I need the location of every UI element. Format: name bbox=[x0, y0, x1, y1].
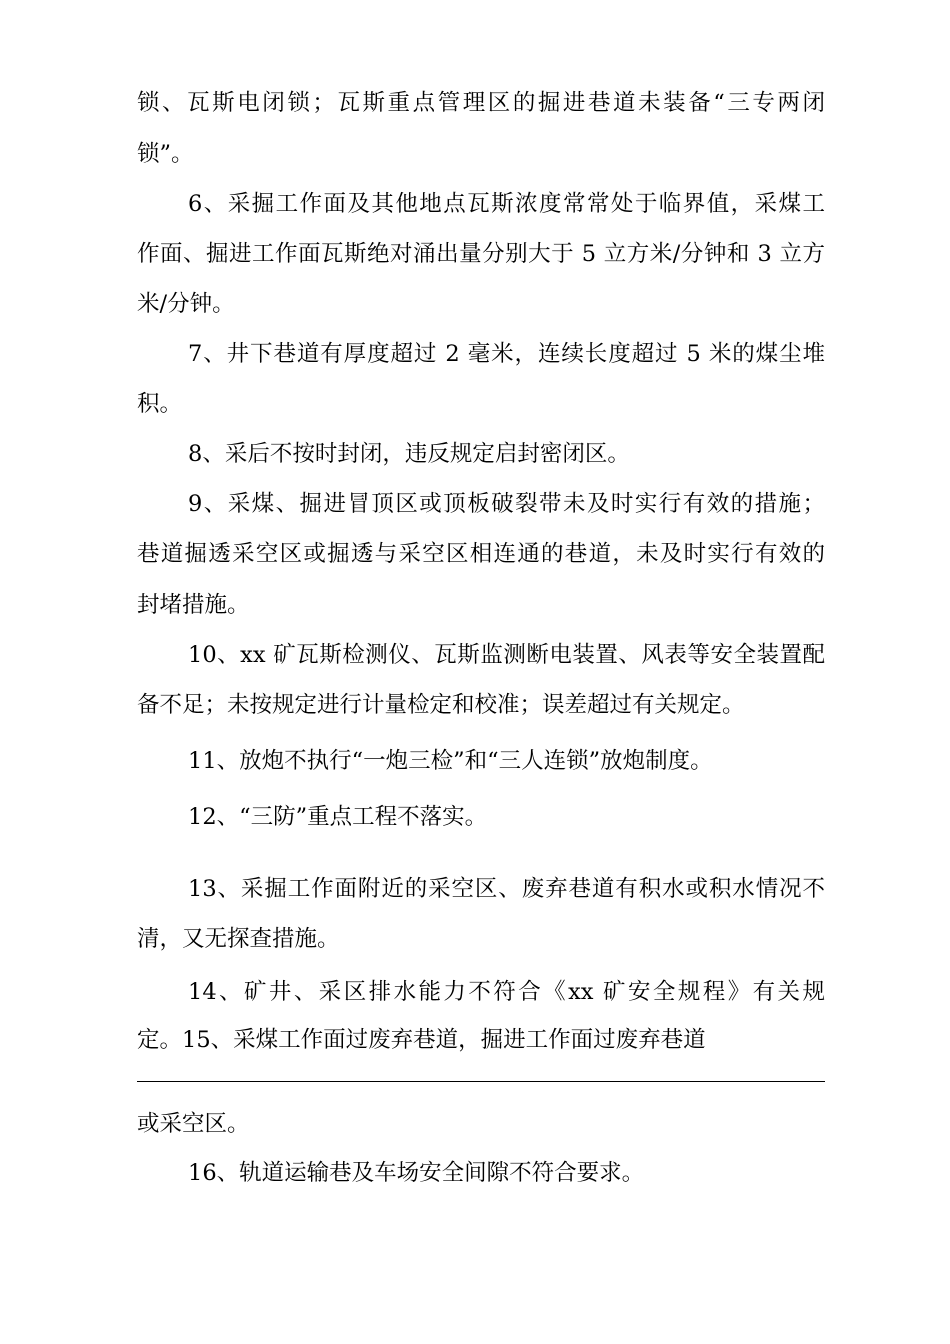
text-line: 积。 bbox=[137, 391, 183, 417]
text-line: 封堵措施。 bbox=[137, 592, 250, 618]
text-line: 10、xx 矿瓦斯检测仪、瓦斯监测断电装置、风表等安全装置配 bbox=[188, 642, 825, 668]
text-line: 7、井下巷道有厚度超过 2 毫米，连续长度超过 5 米的煤尘堆 bbox=[188, 341, 825, 367]
text-line: 巷道掘透采空区或掘透与采空区相连通的巷道，未及时实行有效的 bbox=[137, 541, 825, 567]
text-line: 13、采掘工作面附近的采空区、废弃巷道有积水或积水情况不 bbox=[188, 876, 825, 902]
text-line: 9、采煤、掘进冒顶区或顶板破裂带未及时实行有效的措施； bbox=[188, 491, 825, 517]
text-line: 清，又无探查措施。 bbox=[137, 926, 340, 952]
text-line: 16、轨道运输巷及车场安全间隙不符合要求。 bbox=[188, 1160, 645, 1186]
text-line: 米/分钟。 bbox=[137, 291, 235, 317]
horizontal-rule bbox=[137, 1081, 825, 1082]
text-line: 作面、掘进工作面瓦斯绝对涌出量分别大于 5 立方米/分钟和 3 立方 bbox=[137, 241, 825, 267]
text-line: 备不足；未按规定进行计量检定和校准；误差超过有关规定。 bbox=[137, 692, 745, 718]
text-line: 12、“三防”重点工程不落实。 bbox=[188, 804, 488, 830]
text-line: 11、放炮不执行“一炮三检”和“三人连锁”放炮制度。 bbox=[188, 748, 713, 774]
text-line: 8、采后不按时封闭，违反规定启封密闭区。 bbox=[188, 441, 630, 467]
text-line: 或采空区。 bbox=[137, 1111, 250, 1137]
text-line: 锁、瓦斯电闭锁；瓦斯重点管理区的掘进巷道未装备“三专两闭 bbox=[137, 90, 825, 116]
text-line: 6、采掘工作面及其他地点瓦斯浓度常常处于临界值，采煤工 bbox=[188, 191, 825, 217]
text-line: 锁”。 bbox=[137, 141, 194, 167]
text-line: 定。15、采煤工作面过废弃巷道，掘进工作面过废弃巷道 bbox=[137, 1027, 706, 1053]
text-line: 14、矿井、采区排水能力不符合《xx 矿安全规程》有关规 bbox=[188, 979, 825, 1005]
